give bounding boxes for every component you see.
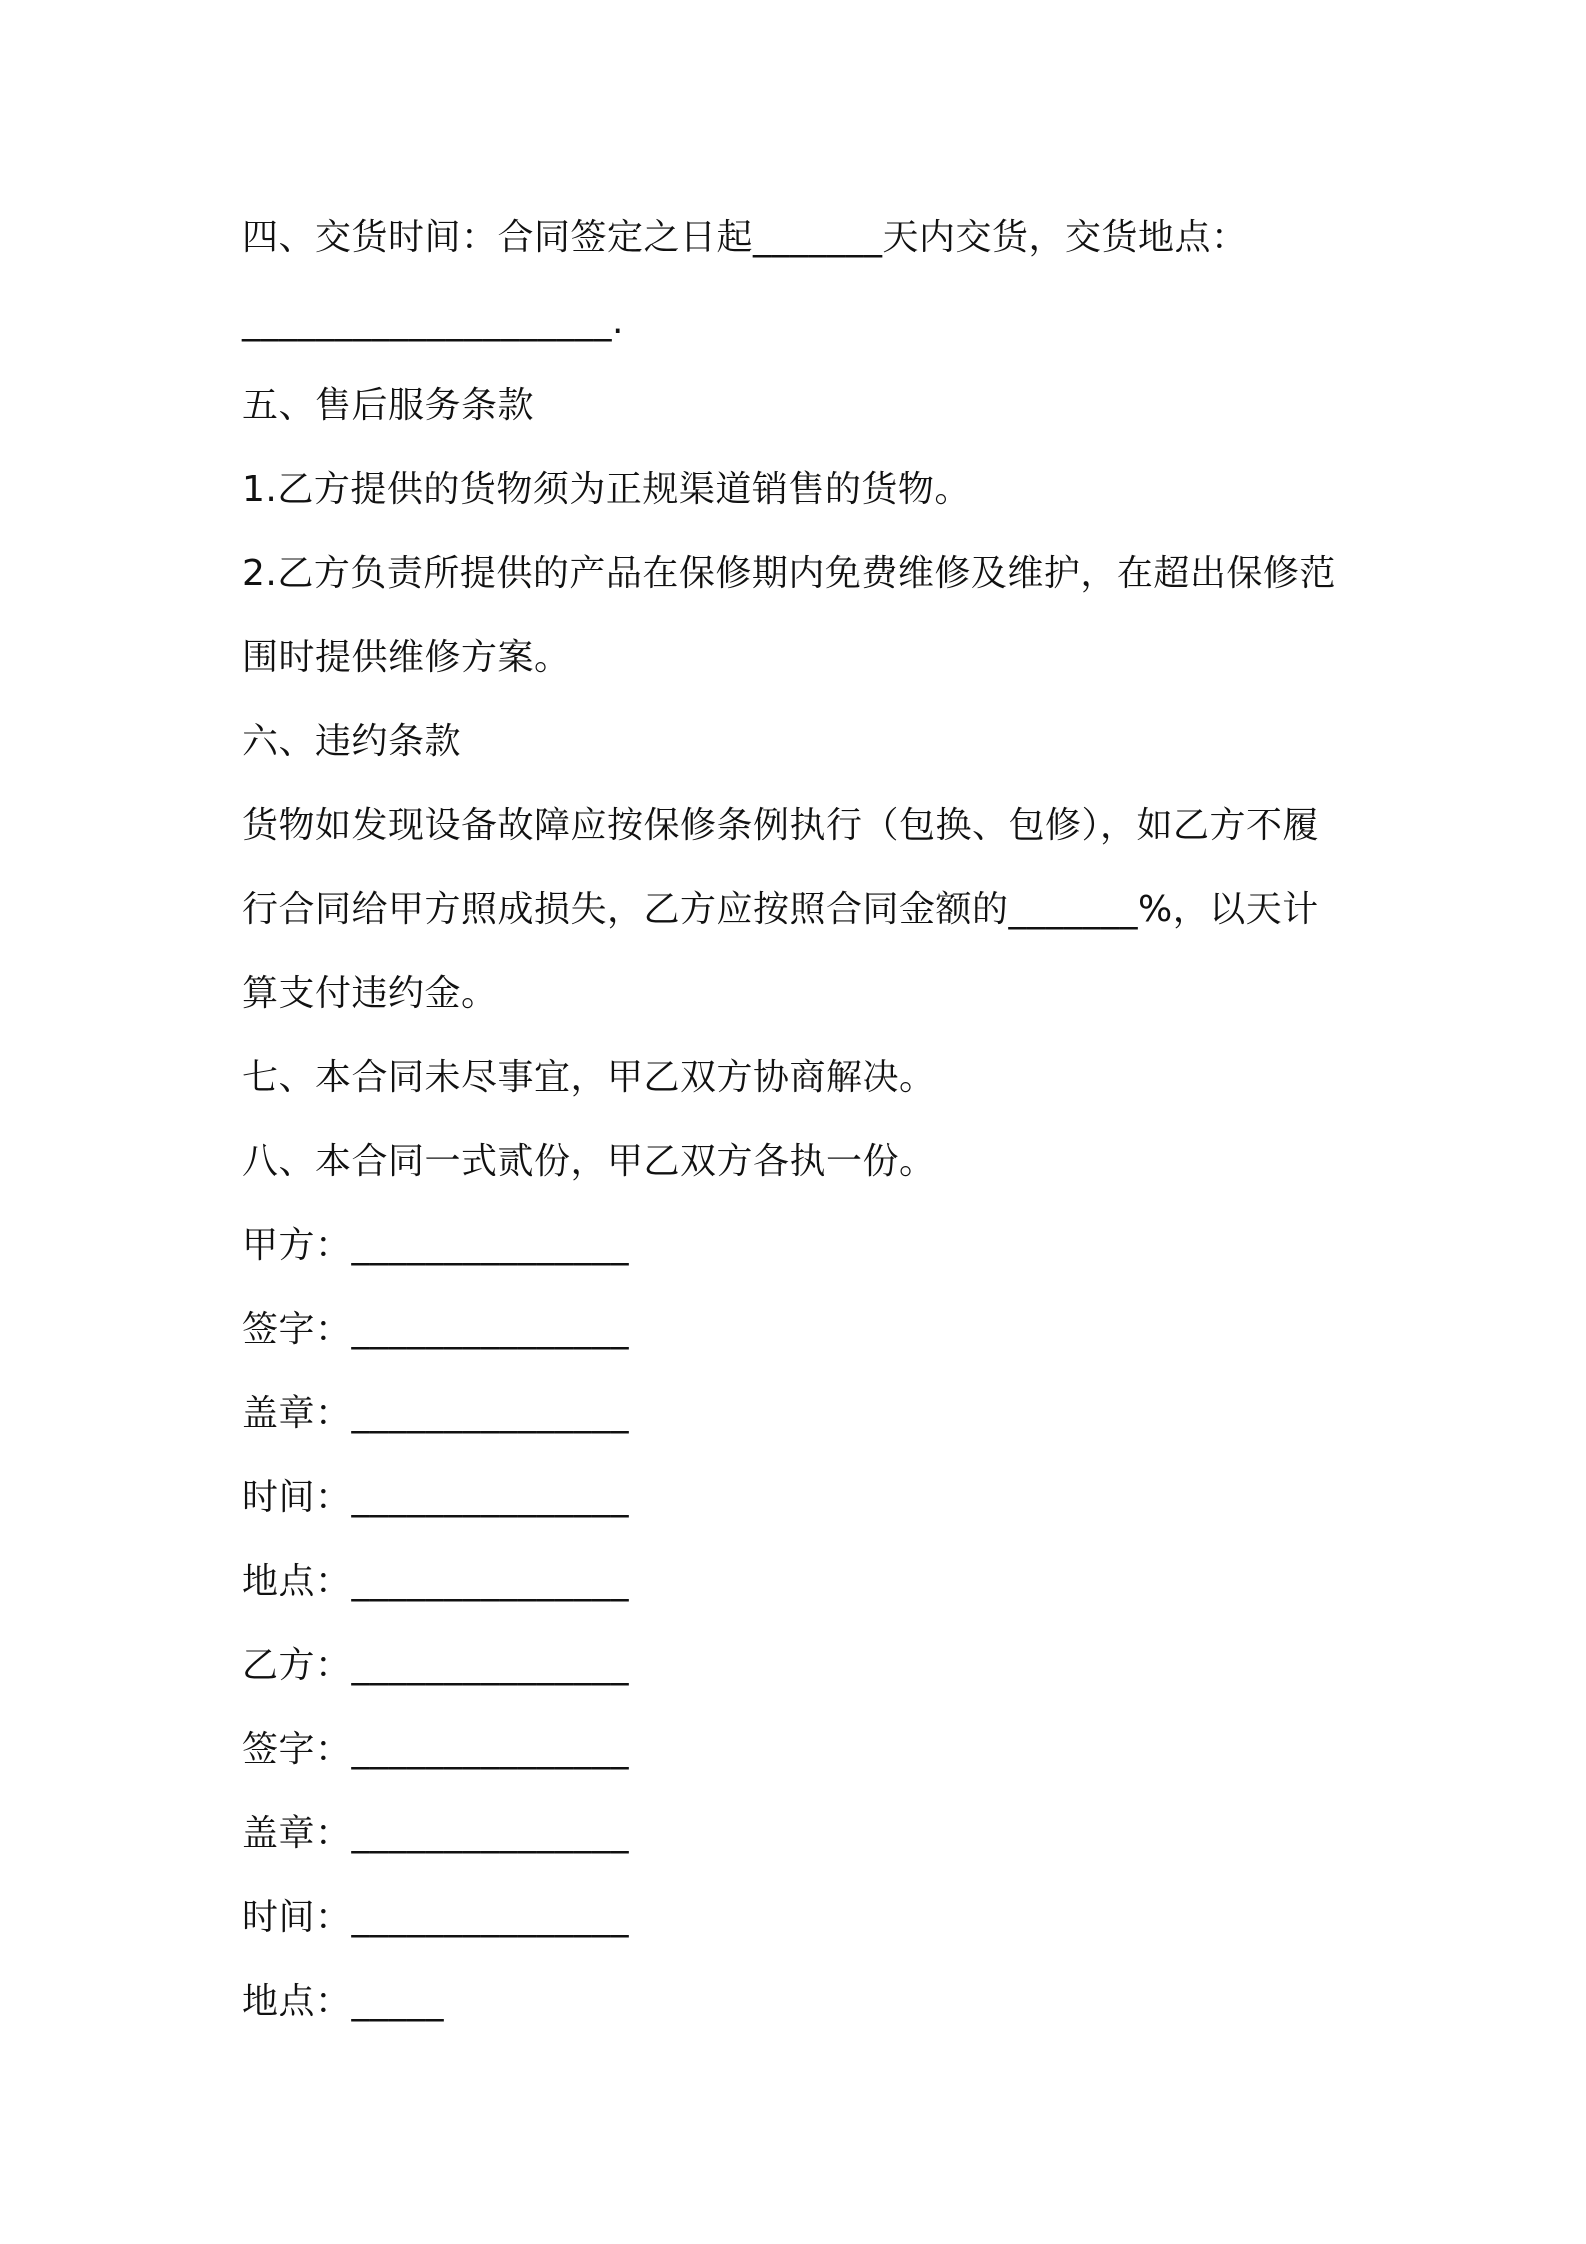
clause-6-line-1: 货物如发现设备故障应按保修条例执行（包换、包修），如乙方不履 [242,805,1320,846]
clause-6-line-2: 行合同给甲方照成损失，乙方应按照合同金额的_______%，以天计 [242,889,1319,930]
signature-party-b-place: 地点：_____ [242,1981,445,2022]
clause-6-line-3: 算支付违约金。 [242,973,498,1014]
clause-6-title: 六、违约条款 [242,721,462,762]
signature-party-b-seal: 盖章：_______________ [242,1813,630,1854]
signature-party-a-time: 时间：_______________ [242,1477,630,1518]
signature-party-a-place: 地点：_______________ [242,1561,630,1602]
signature-party-b: 乙方：_______________ [242,1645,630,1686]
clause-5-item-1: 1.乙方提供的货物须为正规渠道销售的货物。 [242,469,971,510]
signature-party-b-sign: 签字：_______________ [242,1729,630,1770]
signature-party-a: 甲方：_______________ [242,1225,630,1266]
clause-5-item-2-line-1: 2.乙方负责所提供的产品在保修期内免费维修及维护，在超出保修范 [242,553,1336,594]
signature-party-b-time: 时间：_______________ [242,1897,630,1938]
clause-7: 七、本合同未尽事宜，甲乙双方协商解决。 [242,1057,936,1098]
signature-party-a-seal: 盖章：_______________ [242,1393,630,1434]
clause-8: 八、本合同一式贰份，甲乙双方各执一份。 [242,1141,936,1182]
clause-5-item-2-line-2: 围时提供维修方案。 [242,637,571,678]
clause-4-delivery-line-1: 四、交货时间：合同签定之日起_______天内交货，交货地点： [242,217,1248,258]
signature-party-a-sign: 签字：_______________ [242,1309,630,1350]
contract-page [242,196,1362,2044]
clause-5-title: 五、售后服务条款 [242,385,535,426]
clause-4-delivery-line-2: ____________________. [242,301,624,342]
